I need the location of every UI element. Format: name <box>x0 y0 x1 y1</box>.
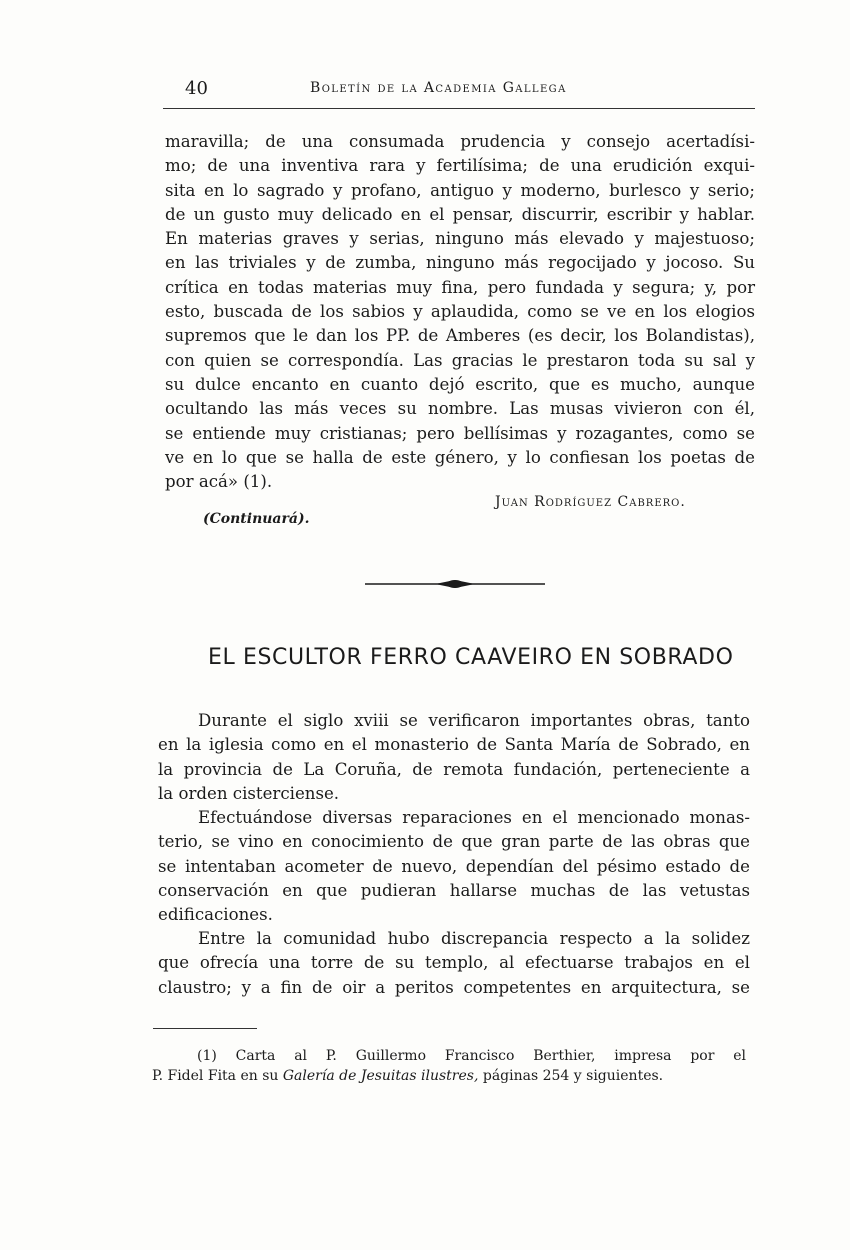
text-line: de un gusto muy delicado en el pensar, discurrir, escribir y hablar. <box>165 204 755 224</box>
text-line: terio, se vino en conocimiento de que gran parte de las obras que <box>158 832 750 852</box>
text-line: en las triviales y de zumba, ninguno más regocijado y jocoso. Su <box>165 253 755 273</box>
footnote-text: páginas 254 y siguientes. <box>478 1068 664 1084</box>
text-line: con quien se correspondía. Las gracias le prestaron toda su sal y <box>165 350 755 370</box>
text-line: supremos que le dan los PP. de Amberes (es decir, los Bolandistas), <box>165 326 755 346</box>
footnote-text: P. Fidel Fita en su <box>152 1068 283 1084</box>
header-rule <box>163 108 755 109</box>
text-line: se intentaban acometer de nuevo, dependían del pésimo estado de <box>158 856 750 876</box>
footnote-book-title: Galería de Jesuitas ilustres, <box>282 1068 479 1084</box>
text-line: Entre la comunidad hubo discrepancia respecto a la solidez <box>198 929 750 948</box>
article1-paragraph <box>165 130 755 494</box>
page-header <box>165 78 757 104</box>
text-line: la provincia de La Coruña, de remota fundación, perteneciente a <box>158 759 750 779</box>
footnote-line: (1) Carta al P. Guillermo Francisco Berthier, impresa por el <box>197 1048 746 1064</box>
text-line: que ofrecía una torre de su templo, al efectuarse trabajos en el <box>158 953 750 973</box>
text-line: esto, buscada de los sabios y aplaudida, como se ve en los elogios <box>165 302 755 322</box>
text-line: edificaciones. <box>158 905 273 925</box>
footnote-rule <box>153 1028 257 1029</box>
text-line: sita en lo sagrado y profano, antiguo y moderno, burlesco y serio; <box>165 180 755 200</box>
running-title: Boletín de la Academia Gallega <box>310 80 567 96</box>
article2-paragraph-3 <box>158 927 750 1000</box>
text-line: la orden cisterciense. <box>158 783 340 803</box>
continued-note: (Continuará). <box>203 511 310 527</box>
article2-paragraph-1 <box>158 709 750 806</box>
text-line: mo; de una inventiva rara y fertilísima; de una erudición exqui- <box>165 156 755 176</box>
text-line: claustro; y a fin de oir a peritos competentes en arquitectura, se <box>158 977 750 997</box>
footnote-line <box>152 1066 746 1086</box>
text-line: en la iglesia como en el monasterio de Santa María de Sobrado, en <box>158 735 750 755</box>
text-line: ocultando las más veces su nombre. Las musas vivieron con él, <box>165 399 755 419</box>
page-number: 40 <box>185 78 208 99</box>
article2-paragraph-2 <box>158 806 750 927</box>
author-signature: Juan Rodríguez Cabrero. <box>495 494 686 510</box>
text-line: maravilla; de una consumada prudencia y consejo acertadísi- <box>165 132 755 151</box>
text-line: Durante el siglo xviii se verificaron importantes obras, tanto <box>198 711 750 730</box>
section-divider-ornament <box>365 578 545 590</box>
text-line: crítica en todas materias muy fina, pero fundada y segura; y, por <box>165 277 755 297</box>
text-line: Efectuándose diversas reparaciones en el mencionado monas- <box>198 808 750 827</box>
footnote <box>152 1046 746 1086</box>
text-line: por acá» (1). <box>165 472 273 492</box>
text-line: ve en lo que se halla de este género, y lo confiesan los poetas de <box>165 447 755 467</box>
text-line: En materias graves y serias, ninguno más elevado y majestuoso; <box>165 229 755 249</box>
article-title: EL ESCULTOR FERRO CAAVEIRO EN SOBRADO <box>208 645 734 670</box>
text-line: conservación en que pudieran hallarse muchas de las vetustas <box>158 880 750 900</box>
text-line: su dulce encanto en cuanto dejó escrito, que es mucho, aunque <box>165 374 755 394</box>
text-line: se entiende muy cristianas; pero bellísimas y rozagantes, como se <box>165 423 755 443</box>
